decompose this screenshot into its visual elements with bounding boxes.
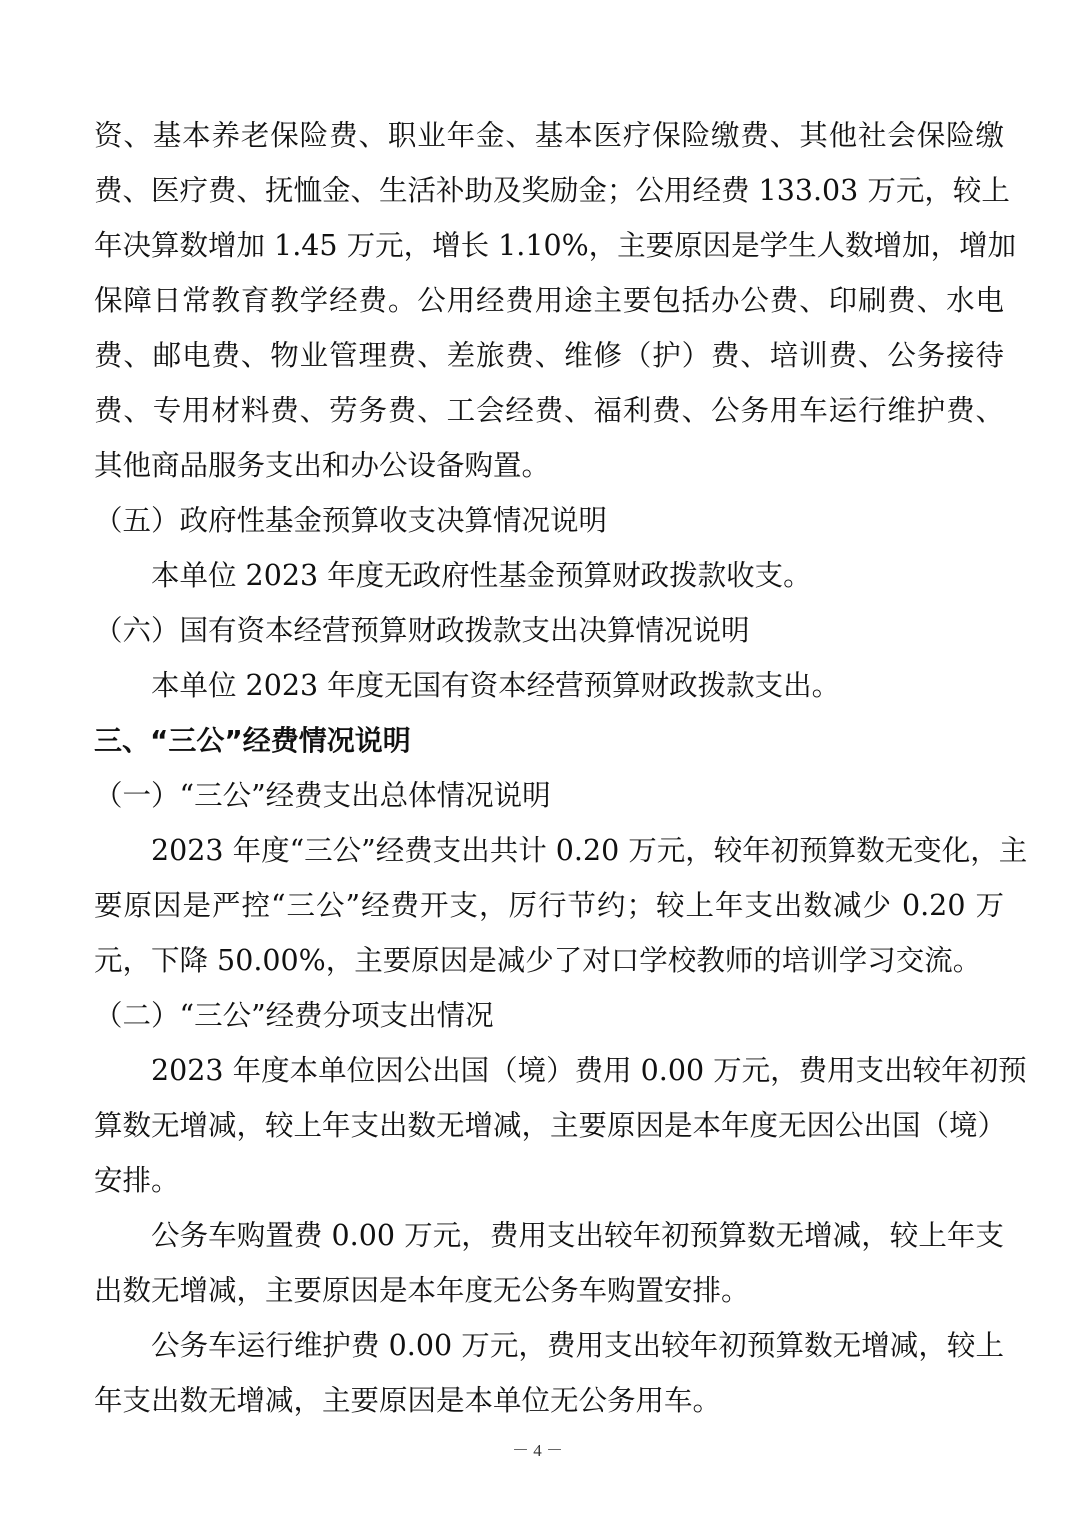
body-line: 2023 年度“三公”经费支出共计 0.20 万元，较年初预算数无变化，主: [151, 834, 1028, 867]
body-line: 要原因是严控“三公”经费开支，厉行节约；较上年支出数减少 0.20 万: [94, 889, 1004, 922]
body-line: 本单位 2023 年度无政府性基金预算财政拨款收支。: [151, 559, 812, 592]
body-line: 安排。: [94, 1164, 180, 1197]
body-line: 2023 年度本单位因公出国（境）费用 0.00 万元，费用支出较年初预: [151, 1054, 1027, 1087]
page-number: － 4 －: [512, 1441, 563, 1460]
body-line: 元，下降 50.00%，主要原因是减少了对口学校教师的培训学习交流。: [94, 944, 982, 977]
body-line: 其他商品服务支出和办公设备购置。: [94, 449, 551, 482]
subsection-heading-1: （一）“三公”经费支出总体情况说明: [94, 779, 551, 812]
body-line: 保障日常教育教学经费。公用经费用途主要包括办公费、印刷费、水电: [94, 284, 1004, 317]
body-line: 费、邮电费、物业管理费、差旅费、维修（护）费、培训费、公务接待: [94, 339, 1004, 372]
body-line: 出数无增减，主要原因是本年度无公务车购置安排。: [94, 1274, 750, 1307]
body-line: 资、基本养老保险费、职业年金、基本医疗保险缴费、其他社会保险缴: [94, 119, 1004, 152]
subsection-heading-2: （二）“三公”经费分项支出情况: [94, 999, 494, 1032]
chapter-heading-3: 三、“三公”经费情况说明: [94, 724, 411, 757]
body-line: 年决算数增加 1.45 万元，增长 1.10%，主要原因是学生人数增加，增加: [94, 229, 1017, 262]
body-line: 本单位 2023 年度无国有资本经营预算财政拨款支出。: [151, 669, 841, 702]
body-line: 费、医疗费、抚恤金、生活补助及奖励金；公用经费 133.03 万元，较上: [94, 174, 1010, 207]
body-line: 公务车运行维护费 0.00 万元，费用支出较年初预算数无增减，较上: [151, 1329, 1004, 1362]
body-line: 年支出数无增减，主要原因是本单位无公务用车。: [94, 1384, 722, 1417]
body-line: 费、专用材料费、劳务费、工会经费、福利费、公务用车运行维护费、: [94, 394, 1004, 427]
section-heading-6: （六）国有资本经营预算财政拨款支出决算情况说明: [94, 614, 750, 647]
section-heading-5: （五）政府性基金预算收支决算情况说明: [94, 504, 608, 537]
body-line: 算数无增减，较上年支出数无增减，主要原因是本年度无因公出国（境）: [94, 1109, 1007, 1142]
body-line: 公务车购置费 0.00 万元，费用支出较年初预算数无增减，较上年支: [151, 1219, 1004, 1252]
